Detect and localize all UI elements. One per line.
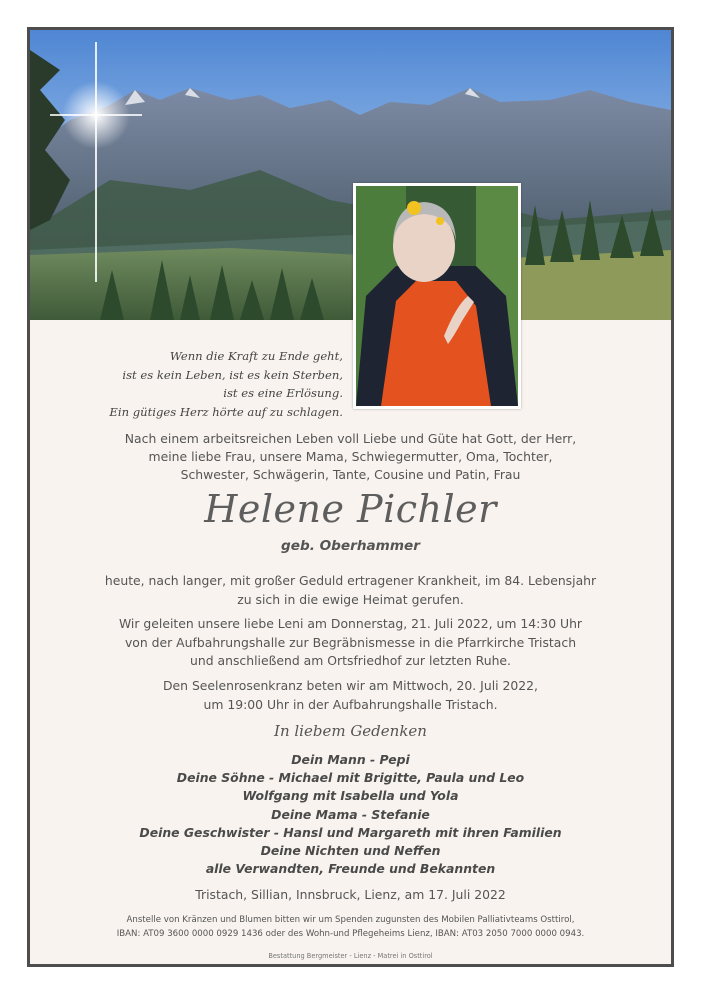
donation-line: IBAN: AT09 3600 0000 0929 1436 oder des Wohn-und Pflegeheims Lienz, IBAN: AT03 2050 7000 0000 0943. [116,929,585,939]
poem [50,347,343,421]
passing-line: zu sich in die ewige Heimat gerufen. [237,591,464,607]
passing-line: heute, nach langer, mit großer Geduld ertragener Krankheit, im 84. Lebensjahr [104,573,597,588]
rosary-line: Den Seelenrosenkranz beten wir am Mittwoch, 20. Juli 2022, [162,678,538,693]
passing-text [30,572,671,609]
funeral-line: von der Aufbahrungshalle zur Begräbnismesse in die Pfarrkirche Tristach [124,634,577,650]
intro-text [30,430,671,484]
poem-line: Wenn die Kraft zu Ende geht, [169,349,343,363]
mourner-line: Deine Mama - Stefanie [271,806,430,822]
funeral-line: Wir geleiten unsere liebe Leni am Donnerstag, 21. Juli 2022, um 14:30 Uhr [118,616,583,631]
mourner-line: Deine Söhne - Michael mit Brigitte, Paula und Leo [176,770,525,786]
place-date: Tristach, Sillian, Innsbruck, Lienz, am 17. Juli 2022 [195,887,506,902]
rosary-line: um 19:00 Uhr in der Aufbahrungshalle Tristach. [203,696,498,712]
funeral-home-footer: Bestattung Bergmeister - Lienz - Matrei in Osttirol [268,952,433,960]
mountain-landscape-image [30,30,671,320]
intro-line: Schwester, Schwägerin, Tante, Cousine und Patin, Frau [180,467,521,482]
mourners-list [30,751,671,878]
mourner-line: alle Verwandten, Freunde und Bekannten [205,861,496,877]
deceased-name: Helene Pichler [204,487,497,531]
rosary-details [30,677,671,714]
mourner-line: Dein Mann - Pepi [291,752,410,767]
poem-line: ist es kein Leben, ist es kein Sterben, [122,367,343,382]
portrait-photo [353,183,521,409]
donation-line: Anstelle von Kränzen und Blumen bitten wir um Spenden zugunsten des Mobilen Palliativteams Osttirol, [126,915,575,925]
maiden-name: geb. Oberhammer [281,538,420,554]
funeral-details [30,615,671,671]
poem-line: ist es eine Erlösung. [223,386,343,401]
obituary-card [27,27,674,967]
intro-line: meine liebe Frau, unsere Mama, Schwiegermutter, Oma, Tochter, [148,449,553,464]
intro-line: Nach einem arbeitsreichen Leben voll Liebe und Güte hat Gott, der Herr, [124,431,577,446]
donation-note [30,913,671,941]
mourner-line: Wolfgang mit Isabella und Yola [242,788,459,804]
mourner-line: Deine Geschwister - Hansl und Margareth mit ihren Familien [139,824,562,840]
memory-heading: In liebem Gedenken [274,722,427,740]
poem-line: Ein gütiges Herz hörte auf zu schlagen. [109,404,343,419]
mourner-line: Deine Nichten und Neffen [260,843,441,859]
funeral-line: und anschließend am Ortsfriedhof zur letzten Ruhe. [190,653,511,668]
